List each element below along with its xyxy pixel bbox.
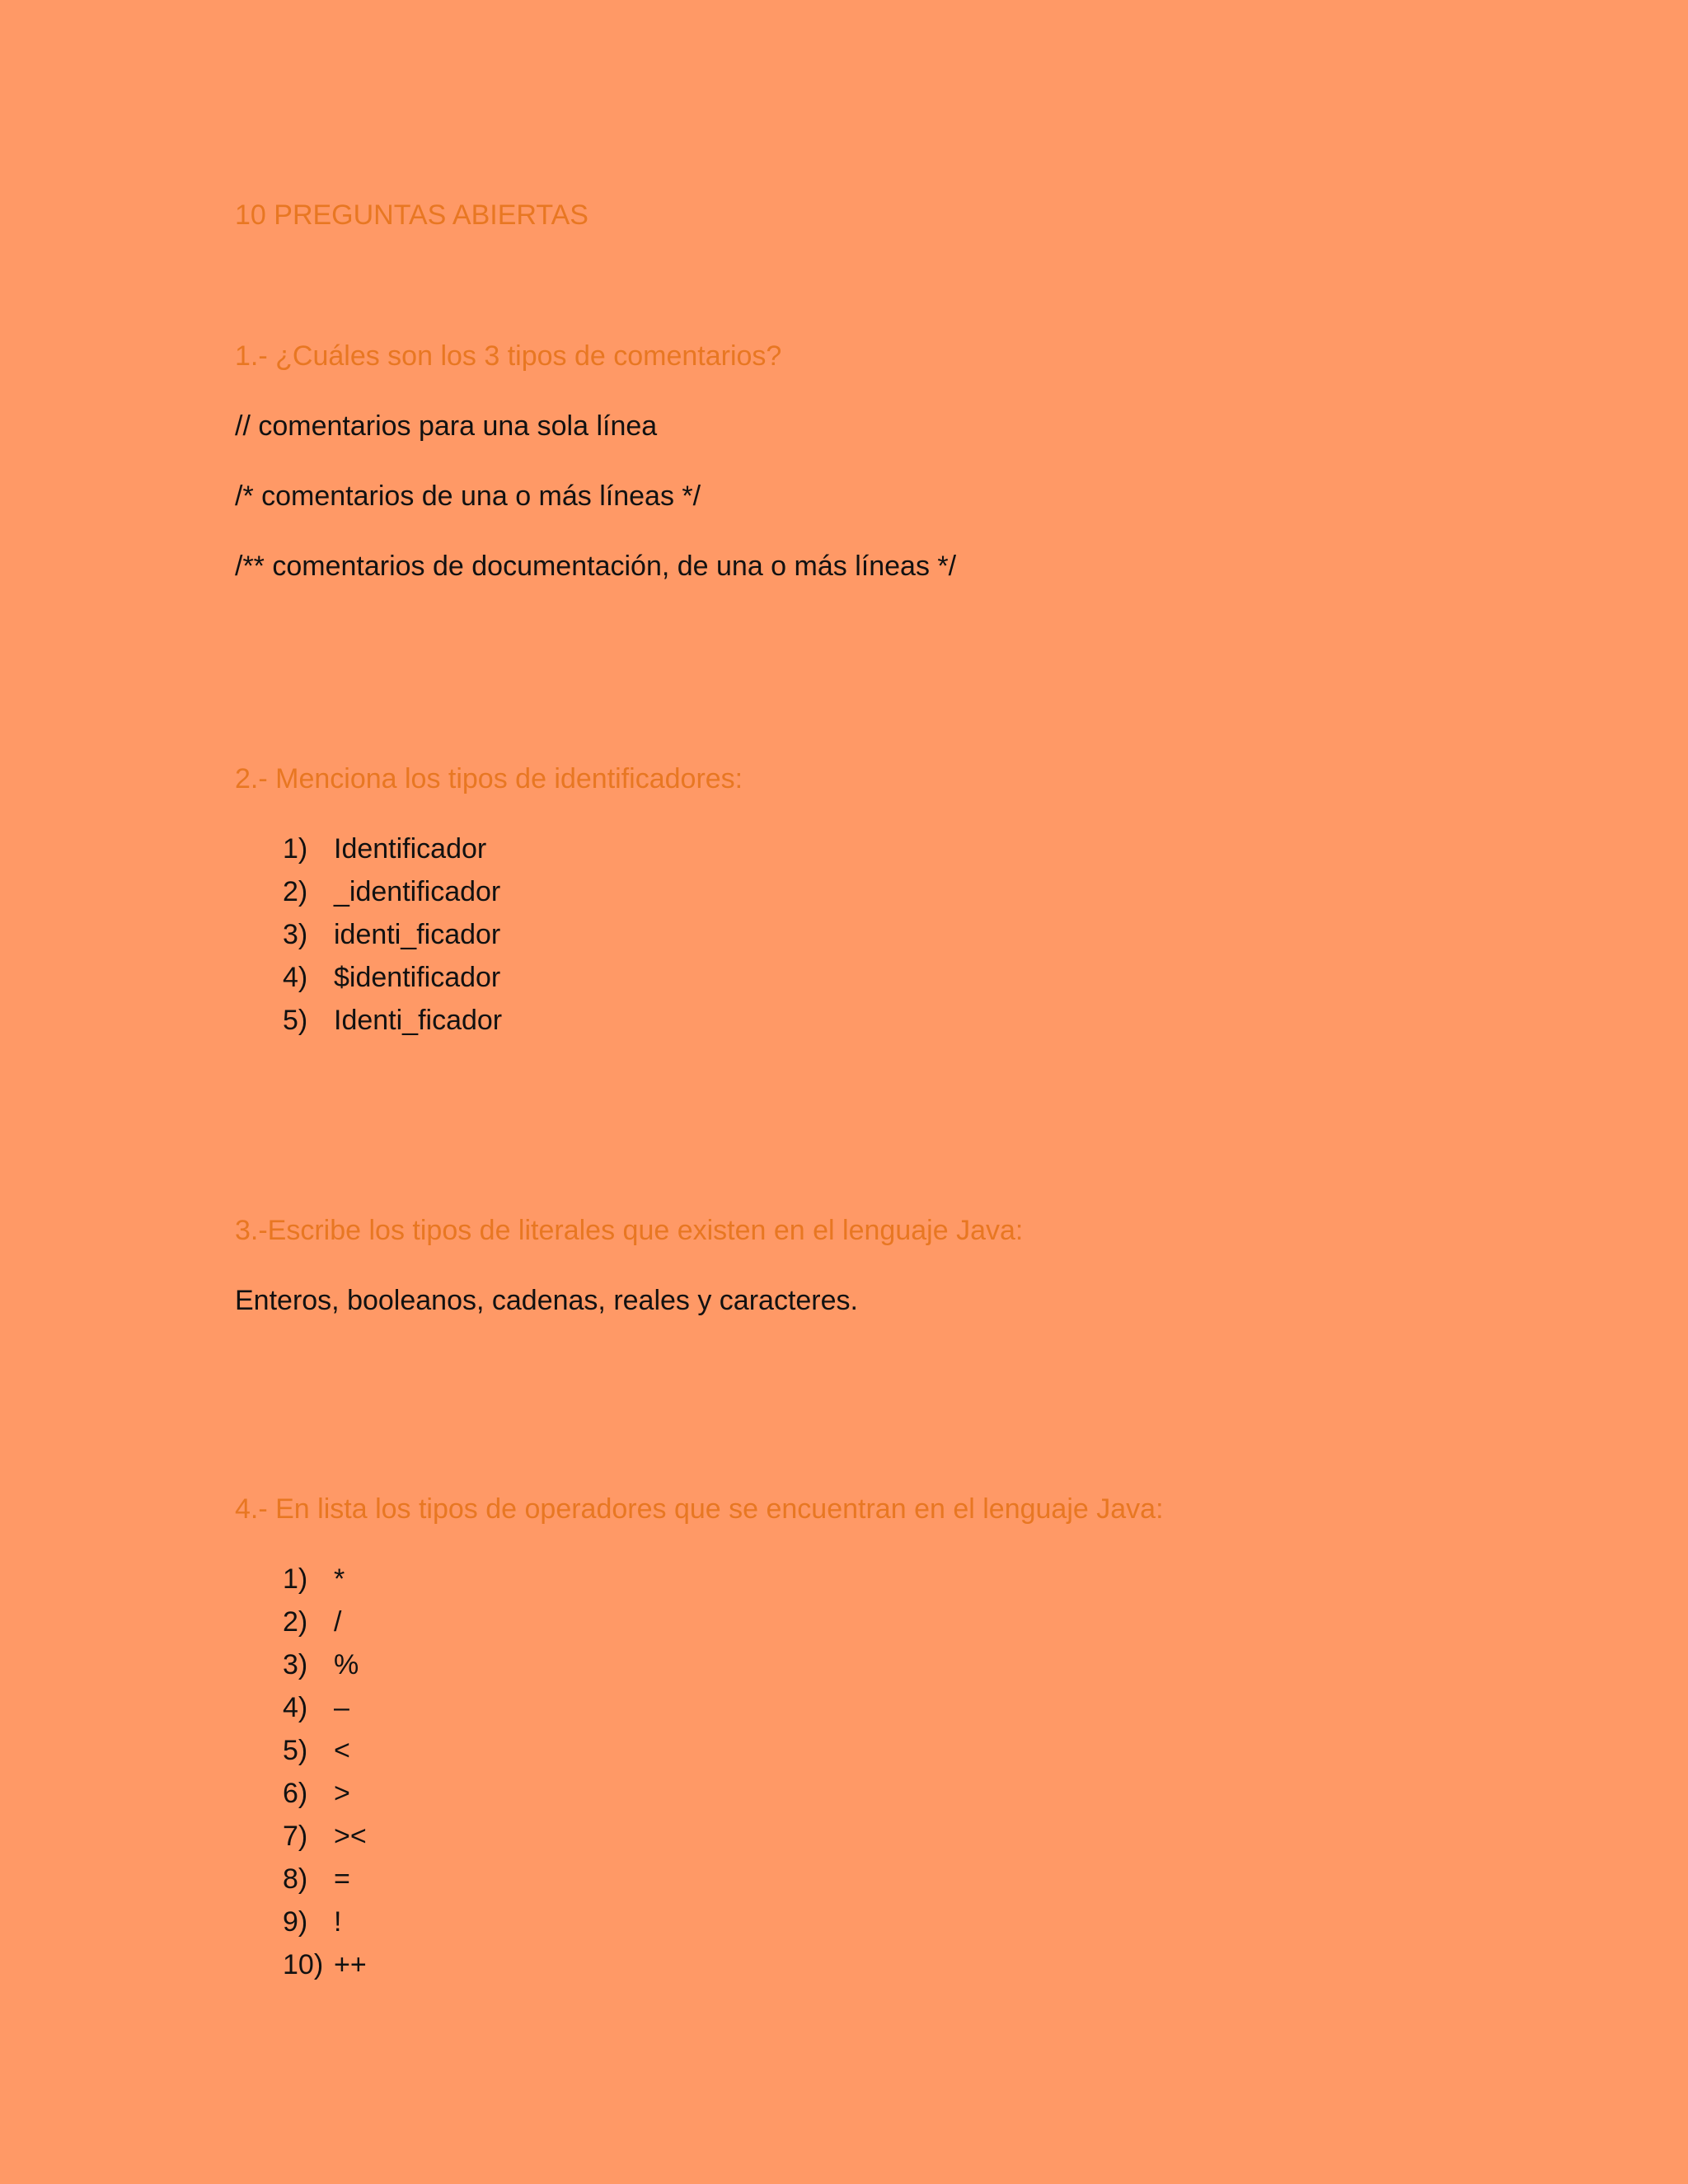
list-item-number: 4) — [283, 962, 308, 993]
list-item-text: < — [334, 1735, 350, 1766]
question-4: 4.- En lista los tipos de operadores que se encuentran en el lenguaje Java: — [235, 1493, 1164, 1525]
operator-list — [283, 1558, 367, 1986]
answer-3: Enteros, booleanos, cadenas, reales y caracteres. — [235, 1285, 858, 1316]
list-item — [283, 1858, 367, 1900]
list-item-number: 4) — [283, 1692, 308, 1723]
list-item-number: 6) — [283, 1778, 308, 1809]
list-item-number: 8) — [283, 1863, 308, 1895]
question-1: 1.- ¿Cuáles son los 3 tipos de comentarios? — [235, 340, 782, 372]
document-title: 10 PREGUNTAS ABIERTAS — [235, 199, 588, 231]
list-item — [283, 1729, 367, 1772]
list-item-number: 10) — [283, 1949, 324, 1980]
list-item-text: $identificador — [334, 962, 501, 993]
list-item-text: * — [334, 1563, 345, 1595]
list-item-number: 3) — [283, 919, 308, 950]
list-item — [283, 870, 502, 913]
list-item — [283, 956, 502, 999]
list-item-text: ! — [334, 1906, 342, 1938]
identifier-list — [283, 827, 502, 1042]
list-item-text: / — [334, 1606, 342, 1638]
list-item-text: % — [334, 1649, 359, 1680]
list-item-number: 5) — [283, 1005, 308, 1036]
list-item-number: 5) — [283, 1735, 308, 1766]
list-item — [283, 913, 502, 956]
list-item-text: >< — [334, 1821, 367, 1852]
list-item-text: Identi_ficador — [334, 1005, 503, 1036]
list-item — [283, 1643, 367, 1686]
list-item-text: > — [334, 1778, 350, 1809]
answer-1-line-3: /** comentarios de documentación, de una o más líneas */ — [235, 551, 957, 582]
list-item — [283, 1900, 367, 1943]
answer-1-line-2: /* comentarios de una o más líneas */ — [235, 480, 701, 512]
list-item — [283, 1772, 367, 1815]
list-item — [283, 1686, 367, 1729]
list-item-text: ++ — [334, 1949, 367, 1980]
list-item-text: Identificador — [334, 833, 487, 865]
list-item — [283, 1558, 367, 1601]
list-item — [283, 1815, 367, 1858]
list-item-text: identi_ficador — [334, 919, 501, 950]
list-item-number: 3) — [283, 1649, 308, 1680]
list-item — [283, 1943, 367, 1986]
list-item — [283, 999, 502, 1042]
list-item-number: 2) — [283, 1606, 308, 1638]
list-item-text: _identificador — [334, 876, 501, 907]
list-item — [283, 827, 502, 870]
list-item-number: 7) — [283, 1821, 308, 1852]
list-item-text: – — [334, 1692, 349, 1723]
list-item-text: = — [334, 1863, 350, 1895]
list-item-number: 1) — [283, 833, 308, 865]
answer-1-line-1: // comentarios para una sola línea — [235, 410, 658, 442]
question-2: 2.- Menciona los tipos de identificadores: — [235, 763, 743, 794]
question-3: 3.-Escribe los tipos de literales que existen en el lenguaje Java: — [235, 1215, 1024, 1246]
list-item-number: 9) — [283, 1906, 308, 1938]
list-item-number: 1) — [283, 1563, 308, 1595]
list-item-number: 2) — [283, 876, 308, 907]
list-item — [283, 1601, 367, 1643]
